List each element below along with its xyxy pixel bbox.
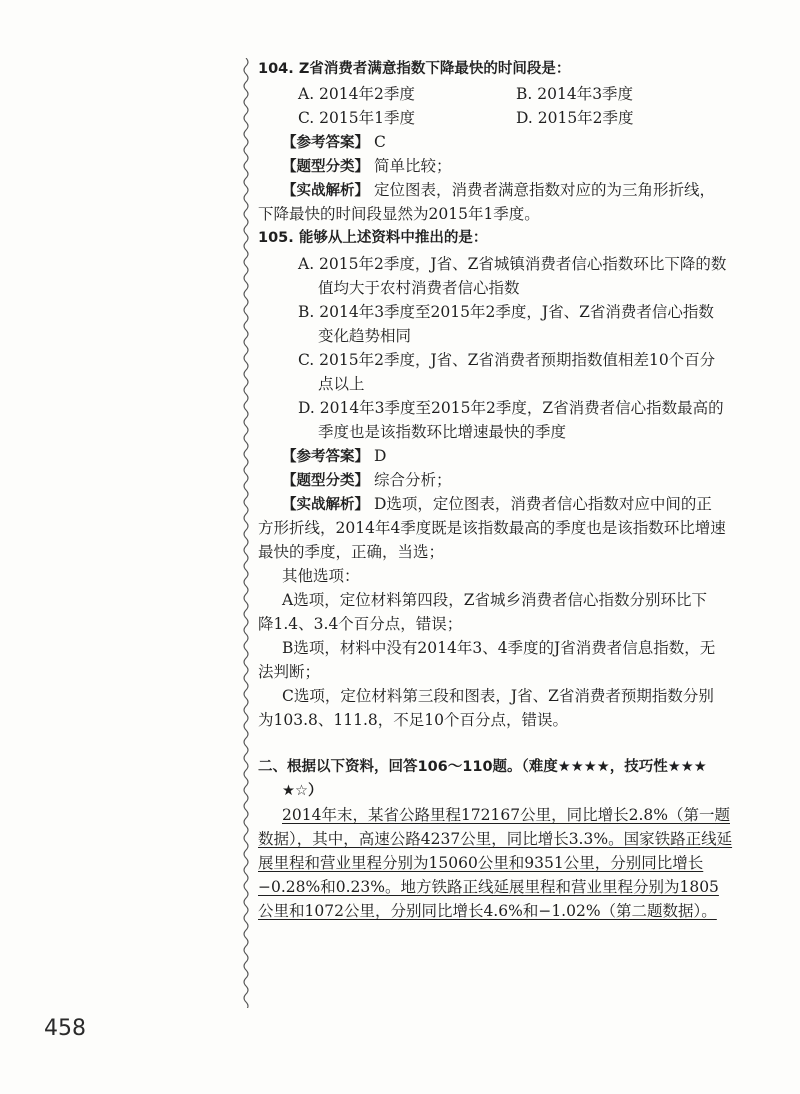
analysis-text: D选项，定位图表，消费者信心指数对应中间的正 (373, 495, 712, 513)
material-paragraph: 数据），其中，高速公路4237公里，同比增长3.3%。国家铁路正线延 (258, 830, 733, 848)
q104-title: 104. Z省消费者满意指数下降最快的时间段是： (258, 61, 571, 77)
answer-value: C (373, 133, 386, 151)
type-value: 简单比较； (373, 157, 452, 175)
type-label: 【题型分类】 (282, 473, 369, 489)
analysis-text: 最快的季度，正确，当选； (258, 543, 445, 561)
other-options-label: 其他选项： (282, 567, 360, 585)
section-heading: 二、根据以下资料，回答106～110题。（难度★★★★，技巧性★★★ (258, 759, 707, 775)
answer-label: 【参考答案】 (282, 135, 369, 151)
q105-option-c: C. 2015年2季度，J省、Z省消费者预期指数值相差10个百分 (298, 351, 716, 369)
q105-option-c-cont: 点以上 (318, 375, 365, 393)
answer-label: 【参考答案】 (282, 449, 369, 465)
option-a-explain-cont: 降1.4、3.4个百分点，错误； (258, 615, 463, 633)
type-value: 综合分析； (373, 471, 452, 489)
q105-option-a-cont: 值均大于农村消费者信心指数 (318, 279, 520, 297)
answer-value: D (373, 447, 387, 465)
option-a-explain: A选项，定位材料第四段，Z省城乡消费者信心指数分别环比下 (282, 591, 707, 609)
analysis-text: 下降最快的时间段显然为2015年1季度。 (258, 205, 540, 223)
material-paragraph: 展里程和营业里程分别为15060公里和9351公里，分别同比增长 (258, 854, 704, 872)
analysis-text: 定位图表，消费者满意指数对应的为三角形折线， (373, 181, 715, 199)
q105-option-b-cont: 变化趋势相同 (318, 327, 412, 345)
q105-title: 105. 能够从上述资料中推出的是： (258, 230, 488, 246)
q105-option-b: B. 2014年3季度至2015年2季度，J省、Z省消费者信心指数 (298, 303, 714, 321)
option-b-explain-cont: 法判断； (258, 663, 321, 681)
material-paragraph: 2014年末，某省公路里程172167公里，同比增长2.8%（第一题 (282, 806, 730, 824)
section-heading-cont: ★☆） (282, 783, 323, 799)
option-c-explain-cont: 为103.8、111.8，不足10个百分点，错误。 (258, 711, 568, 729)
analysis-label: 【实战解析】 (282, 497, 369, 513)
q105-option-a: A. 2015年2季度，J省、Z省城镇消费者信心指数环比下降的数 (298, 255, 727, 273)
type-label: 【题型分类】 (282, 159, 369, 175)
analysis-label: 【实战解析】 (282, 183, 369, 199)
q104-option-a: A. 2014年2季度 (298, 85, 415, 103)
analysis-text: 方形折线，2014年4季度既是该指数最高的季度也是该指数环比增速 (258, 519, 726, 537)
q104-option-b: B. 2014年3季度 (516, 85, 634, 103)
option-b-explain: B选项，材料中没有2014年3、4季度的J省消费者信息指数，无 (282, 639, 716, 657)
material-paragraph: −0.28%和0.23%。地方铁路正线延展里程和营业里程分别为1805 (258, 878, 719, 896)
option-c-explain: C选项，定位材料第三段和图表，J省、Z省消费者预期指数分别 (282, 687, 714, 705)
q104-option-c: C. 2015年1季度 (298, 109, 415, 127)
q105-option-d: D. 2014年3季度至2015年2季度，Z省消费者信心指数最高的 (298, 399, 724, 417)
page-number: 458 (44, 1016, 86, 1041)
q104-option-d: D. 2015年2季度 (516, 109, 634, 127)
margin-wavy-line (238, 58, 254, 1008)
material-paragraph: 公里和1072公里，分别同比增长4.6%和−1.02%（第二题数据）。 (258, 902, 717, 920)
q105-option-d-cont: 季度也是该指数环比增速最快的季度 (318, 423, 567, 441)
